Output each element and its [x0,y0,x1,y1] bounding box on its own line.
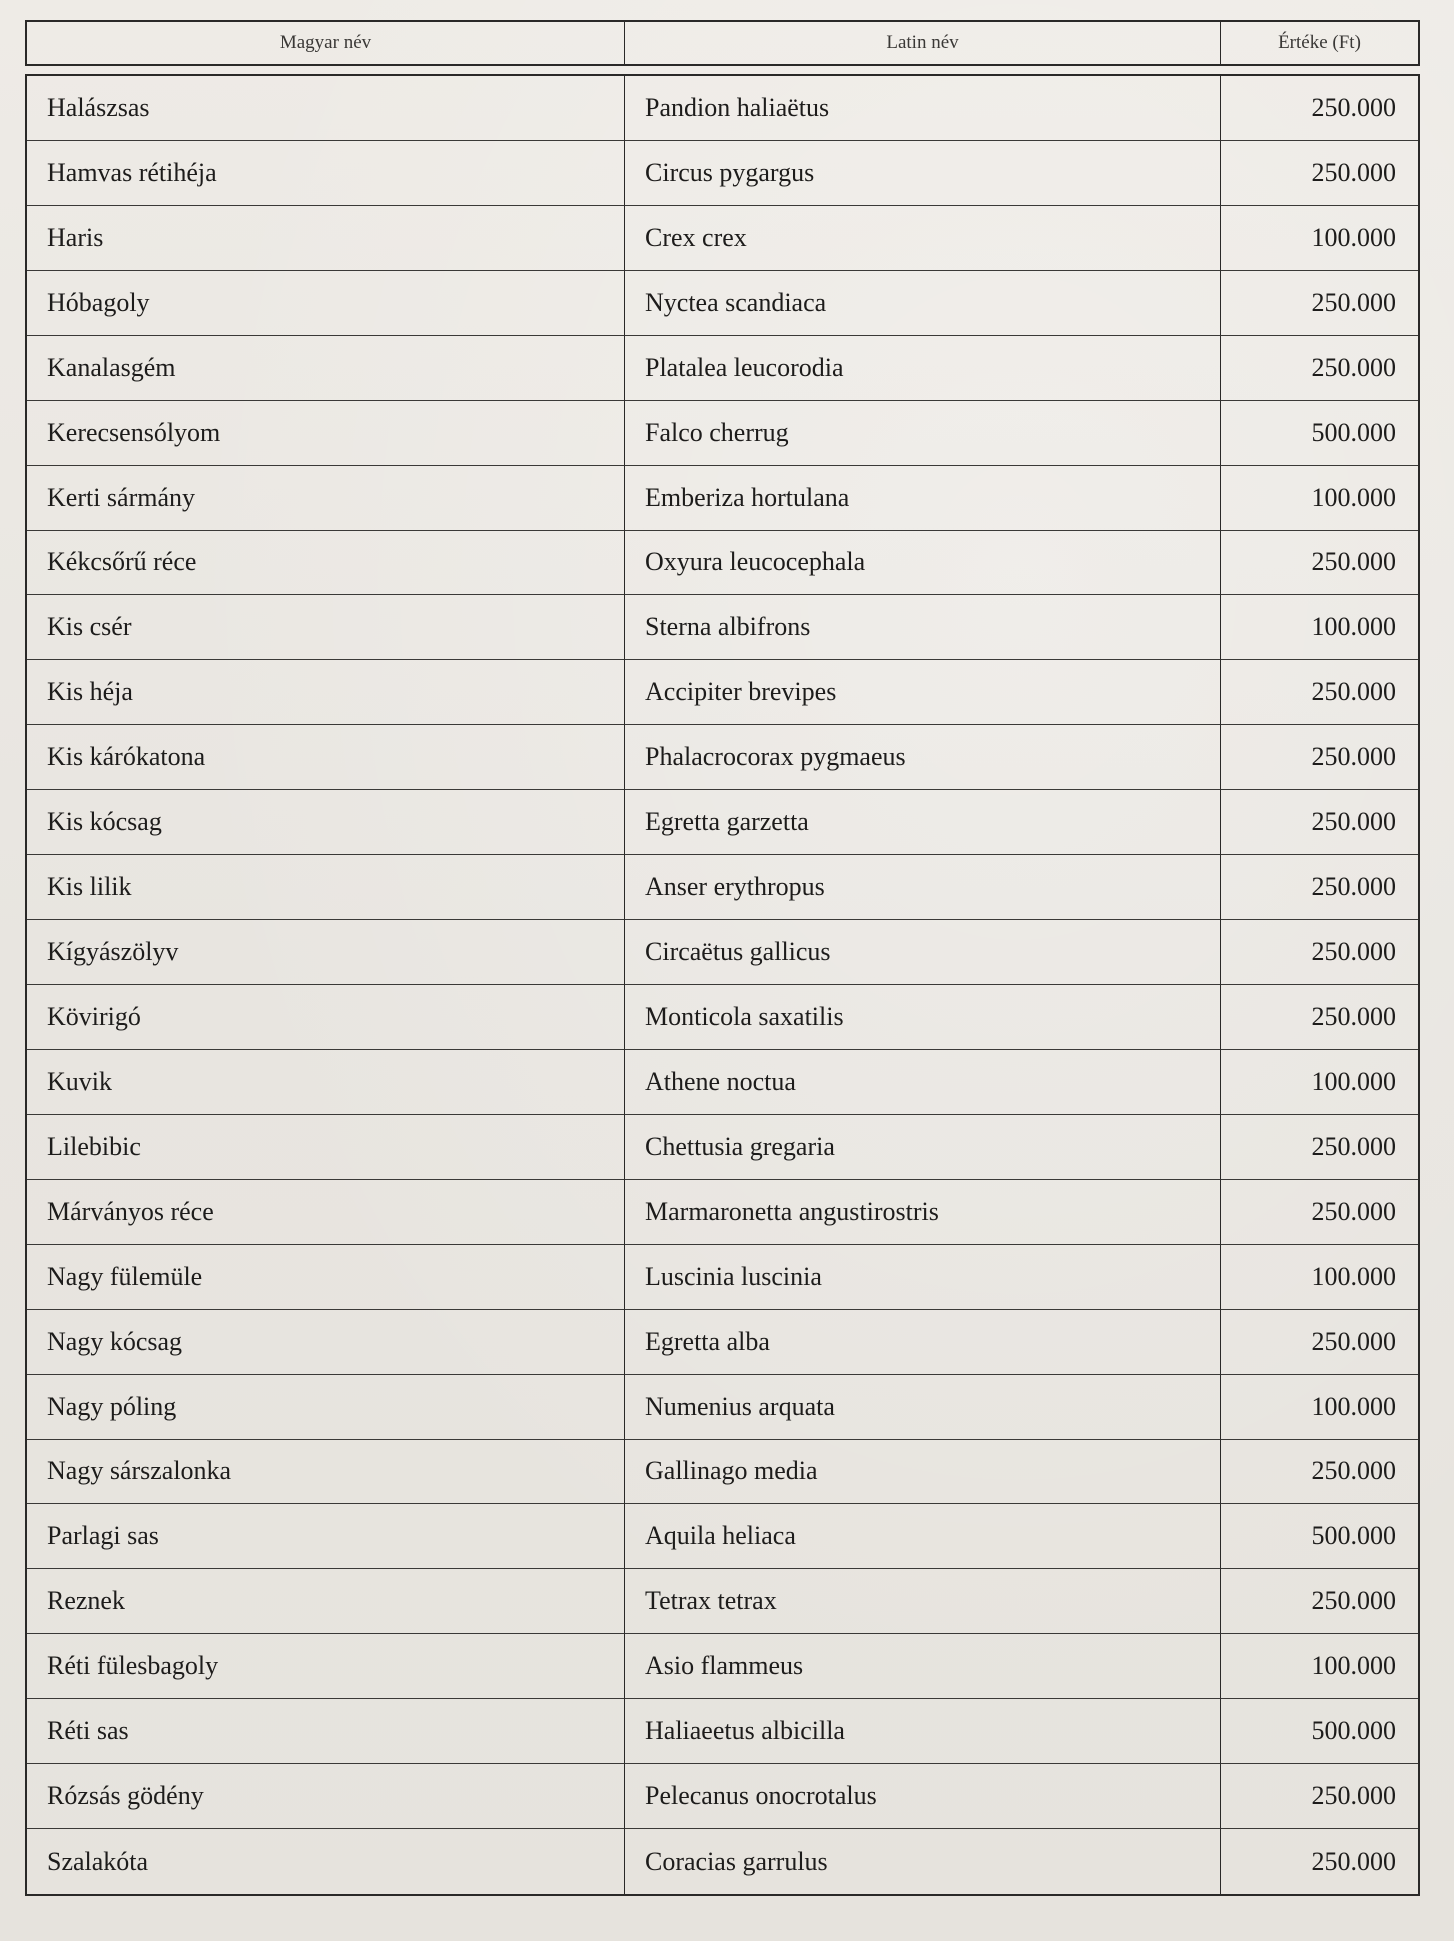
latin-name-cell: Pandion haliaëtus [625,76,1221,141]
header-value: Értéke (Ft) [1278,32,1361,53]
value-cell: 100.000 [1221,1375,1418,1440]
latin-name-cell: Accipiter brevipes [625,660,1221,725]
hungarian-name-cell: Rózsás gödény [27,1764,625,1829]
value-cell: 100.000 [1221,595,1418,660]
hungarian-name-cell: Lilebibic [27,1115,625,1180]
hungarian-name-cell: Hóbagoly [27,271,625,336]
value-cell: 250.000 [1221,1764,1418,1829]
hungarian-name-cell: Nagy póling [27,1375,625,1440]
latin-name-cell: Emberiza hortulana [625,466,1221,531]
latin-name-cell: Haliaeetus albicilla [625,1699,1221,1764]
value-cell: 250.000 [1221,271,1418,336]
value-cell: 250.000 [1221,1310,1418,1375]
latin-name-cell: Oxyura leucocephala [625,531,1221,596]
value-cell: 250.000 [1311,1846,1396,1876]
latin-name-cell: Luscinia luscinia [625,1245,1221,1310]
value-cell: 250.000 [1221,920,1418,985]
value-cell: 100.000 [1221,1634,1418,1699]
latin-name-cell: Chettusia gregaria [625,1115,1221,1180]
value-cell: 500.000 [1221,1504,1418,1569]
value-cell: 250.000 [1221,985,1418,1050]
latin-name-cell: Egretta alba [625,1310,1221,1375]
header-hungarian-name: Magyar név [27,22,625,64]
hungarian-name-cell: Kis lilik [27,855,625,920]
hungarian-name-cell: Nagy fülemüle [27,1245,625,1310]
latin-name-cell: Sterna albifrons [625,595,1221,660]
value-cell: 100.000 [1221,206,1418,271]
latin-name-cell: Aquila heliaca [625,1504,1221,1569]
value-cell: 500.000 [1221,401,1418,466]
hungarian-name-cell: Reznek [27,1569,625,1634]
value-cell: 100.000 [1221,1245,1418,1310]
header-latin-name: Latin név [625,22,1221,64]
latin-name-cell: Phalacrocorax pygmaeus [625,725,1221,790]
latin-name-cell: Anser erythropus [625,855,1221,920]
latin-name-cell: Asio flammeus [625,1634,1221,1699]
latin-name-cell: Pelecanus onocrotalus [625,1764,1221,1829]
value-cell: 250.000 [1221,141,1418,206]
hungarian-name-cell: Kígyászölyv [27,920,625,985]
latin-name-cell: Circaëtus gallicus [625,920,1221,985]
hungarian-name-cell: Kis kócsag [27,790,625,855]
latin-name-cell: Circus pygargus [625,141,1221,206]
value-cell: 250.000 [1221,336,1418,401]
table-header [25,20,1420,66]
hungarian-name-cell: Halászsas [27,76,625,141]
latin-name-cell: Platalea leucorodia [625,336,1221,401]
hungarian-name-cell: Kerti sármány [27,466,625,531]
hungarian-name-cell: Kis kárókatona [27,725,625,790]
value-cell: 100.000 [1221,1050,1418,1115]
hungarian-name-cell: Kis csér [27,595,625,660]
hungarian-name-cell: Réti sas [27,1699,625,1764]
hungarian-name-cell: Kis héja [27,660,625,725]
value-cell: 250.000 [1221,76,1418,141]
value-cell: 250.000 [1221,531,1418,596]
hungarian-name-cell: Parlagi sas [27,1504,625,1569]
latin-name-cell: Falco cherrug [625,401,1221,466]
hungarian-name-cell: Kuvik [27,1050,625,1115]
hungarian-name-cell: Nagy kócsag [27,1310,625,1375]
latin-name-cell: Marmaronetta angustirostris [625,1180,1221,1245]
latin-name-cell: Egretta garzetta [625,790,1221,855]
hungarian-name-cell: Kövirigó [27,985,625,1050]
latin-name-cell: Gallinago media [625,1440,1221,1505]
value-cell: 250.000 [1221,855,1418,920]
value-cell: 250.000 [1221,660,1418,725]
latin-name-cell: Numenius arquata [625,1375,1221,1440]
hungarian-name-cell: Réti fülesbagoly [27,1634,625,1699]
value-cell: 250.000 [1221,725,1418,790]
latin-name-cell: Monticola saxatilis [625,985,1221,1050]
value-cell: 250.000 [1221,1180,1418,1245]
hungarian-name-cell: Kerecsensólyom [27,401,625,466]
hungarian-name-cell: Hamvas rétihéja [27,141,625,206]
hungarian-name-cell: Kanalasgém [27,336,625,401]
latin-name-cell: Tetrax tetrax [625,1569,1221,1634]
latin-name-cell: Coracias garrulus [625,1829,1221,1894]
value-cell: 250.000 [1221,790,1418,855]
hungarian-name-cell: Haris [27,206,625,271]
value-cell: 250.000 [1221,1440,1418,1505]
latin-name-cell: Nyctea scandiaca [625,271,1221,336]
latin-name-cell: Athene noctua [625,1050,1221,1115]
species-table [25,74,1420,1896]
value-cell: 500.000 [1221,1699,1418,1764]
hungarian-name-cell: Nagy sárszalonka [27,1440,625,1505]
hungarian-name-cell: Szalakóta [27,1829,625,1894]
hungarian-name-cell: Márványos réce [27,1180,625,1245]
latin-name-cell: Crex crex [625,206,1221,271]
value-cell: 100.000 [1221,466,1418,531]
hungarian-name-cell: Kékcsőrű réce [27,531,625,596]
value-cell: 250.000 [1221,1569,1418,1634]
value-cell: 250.000 [1221,1115,1418,1180]
